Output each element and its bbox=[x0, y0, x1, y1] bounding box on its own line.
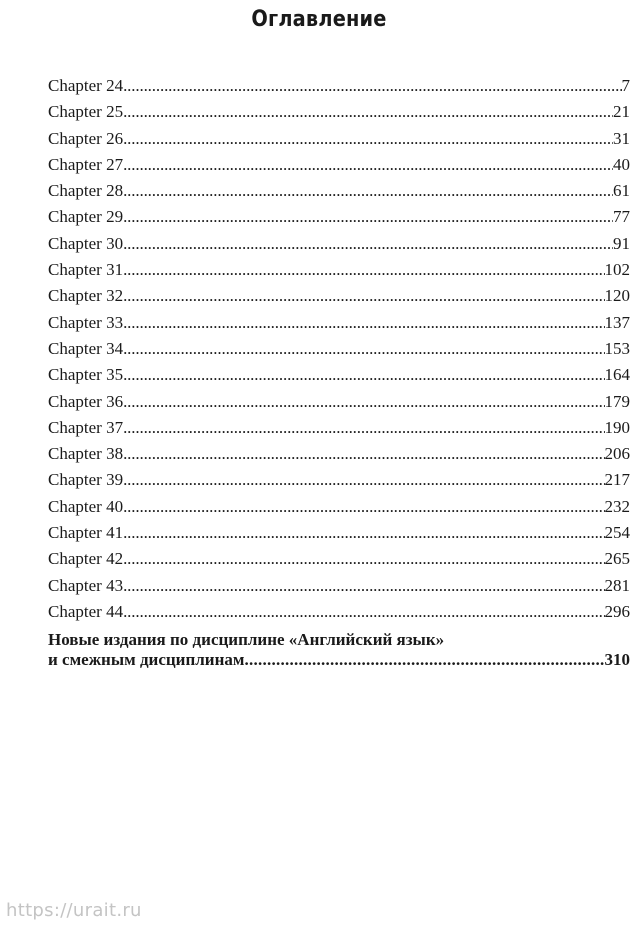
toc-entry-chapter-41[interactable] bbox=[48, 520, 630, 546]
toc-entry-label: Chapter 38 bbox=[48, 444, 124, 464]
toc-entry-label: Chapter 35 bbox=[48, 365, 124, 385]
toc-entry-chapter-37[interactable] bbox=[48, 415, 630, 441]
dot-leader bbox=[123, 415, 604, 441]
toc-entry-page: 296 bbox=[604, 601, 630, 621]
toc-entry-label: Chapter 37 bbox=[48, 417, 124, 437]
dot-leader bbox=[123, 152, 613, 178]
dot-leader bbox=[123, 494, 604, 520]
toc-entry-new-editions[interactable] bbox=[48, 630, 630, 670]
toc-entry-label: Chapter 41 bbox=[48, 523, 124, 543]
toc-entry-page: 190 bbox=[604, 417, 630, 437]
toc-entry-chapter-34[interactable] bbox=[48, 336, 630, 362]
toc-entry-chapter-24[interactable] bbox=[48, 73, 630, 99]
toc-entry-chapter-30[interactable] bbox=[48, 231, 630, 257]
toc-entry-label: Chapter 26 bbox=[48, 128, 124, 148]
toc-entry-chapter-31[interactable] bbox=[48, 257, 630, 283]
toc-entry-chapter-35[interactable] bbox=[48, 362, 630, 388]
toc-entry-chapter-25[interactable] bbox=[48, 99, 630, 125]
toc-entry-page: 153 bbox=[604, 338, 630, 358]
dot-leader bbox=[123, 573, 604, 599]
dot-leader bbox=[123, 362, 604, 388]
toc-entry-chapter-44[interactable] bbox=[48, 599, 630, 625]
toc-entry-label: Chapter 30 bbox=[48, 233, 124, 253]
toc-entry-label: Chapter 34 bbox=[48, 338, 124, 358]
dot-leader bbox=[123, 126, 613, 152]
toc-entry-chapter-27[interactable] bbox=[48, 152, 630, 178]
toc-entry-page: 265 bbox=[604, 549, 630, 569]
dot-leader bbox=[123, 336, 604, 362]
page-title: Оглавление bbox=[251, 7, 387, 32]
dot-leader bbox=[123, 257, 604, 283]
dot-leader bbox=[123, 389, 604, 415]
dot-leader bbox=[123, 520, 604, 546]
table-of-contents bbox=[48, 73, 630, 670]
toc-entry-page: 217 bbox=[604, 470, 630, 490]
toc-entry-label: Chapter 28 bbox=[48, 181, 124, 201]
toc-entry-label: Chapter 27 bbox=[48, 154, 124, 174]
toc-entry-page: 91 bbox=[613, 233, 630, 253]
toc-entry-label: Chapter 44 bbox=[48, 601, 124, 621]
toc-entry-label: Chapter 31 bbox=[48, 260, 124, 280]
toc-entry-chapter-38[interactable] bbox=[48, 441, 630, 467]
dot-leader bbox=[123, 231, 613, 257]
dot-leader bbox=[123, 283, 604, 309]
toc-entry-page: 21 bbox=[613, 102, 630, 122]
toc-entry-page: 102 bbox=[604, 260, 630, 280]
toc-entry-chapter-29[interactable] bbox=[48, 204, 630, 230]
toc-entry-chapter-28[interactable] bbox=[48, 178, 630, 204]
toc-entry-page: 232 bbox=[604, 496, 630, 516]
toc-entry-chapter-33[interactable] bbox=[48, 310, 630, 336]
toc-entry-label: Chapter 39 bbox=[48, 470, 124, 490]
dot-leader bbox=[123, 599, 604, 625]
toc-entry-page: 31 bbox=[613, 128, 630, 148]
toc-entry-label: Chapter 24 bbox=[48, 76, 124, 95]
toc-entry-label-line1: Новые издания по дисциплине «Английский язык» bbox=[48, 630, 445, 650]
footer-url[interactable]: https://urait.ru bbox=[6, 900, 142, 921]
toc-entry-chapter-36[interactable] bbox=[48, 389, 630, 415]
toc-entry-label: Chapter 40 bbox=[48, 496, 124, 516]
toc-entry-page: 179 bbox=[604, 391, 630, 411]
toc-entry-page: 120 bbox=[604, 286, 630, 306]
toc-entry-page: 137 bbox=[604, 312, 630, 332]
toc-entry-label: Chapter 33 bbox=[48, 312, 124, 332]
dot-leader bbox=[123, 178, 613, 204]
toc-entry-chapter-26[interactable] bbox=[48, 126, 630, 152]
toc-entry-label: Chapter 25 bbox=[48, 102, 124, 122]
toc-entry-page: 77 bbox=[613, 207, 630, 227]
dot-leader bbox=[123, 310, 604, 336]
dot-leader bbox=[123, 441, 604, 467]
toc-entry-label: Chapter 43 bbox=[48, 575, 124, 595]
toc-entry-page: 254 bbox=[604, 523, 630, 543]
toc-entry-page: 40 bbox=[613, 154, 630, 174]
toc-entry-chapter-40[interactable] bbox=[48, 494, 630, 520]
toc-entry-chapter-32[interactable] bbox=[48, 283, 630, 309]
toc-entry-chapter-42[interactable] bbox=[48, 546, 630, 572]
toc-entry-page: 310 bbox=[604, 650, 630, 670]
toc-entry-label: Chapter 42 bbox=[48, 549, 124, 569]
dot-leader bbox=[123, 204, 613, 230]
toc-entry-label: Chapter 29 bbox=[48, 207, 124, 227]
toc-entry-page: 7 bbox=[621, 76, 630, 95]
toc-entry-page: 61 bbox=[613, 181, 630, 201]
dot-leader bbox=[123, 99, 613, 125]
dot-leader bbox=[123, 467, 604, 493]
toc-entry-chapter-43[interactable] bbox=[48, 573, 630, 599]
toc-entry-label: Chapter 32 bbox=[48, 286, 124, 306]
dot-leader bbox=[123, 546, 604, 572]
toc-entry-chapter-39[interactable] bbox=[48, 467, 630, 493]
dot-leader bbox=[123, 73, 621, 99]
toc-entry-page: 281 bbox=[604, 575, 630, 595]
toc-entry-page: 206 bbox=[604, 444, 630, 464]
dot-leader bbox=[244, 650, 604, 670]
toc-entry-label: Chapter 36 bbox=[48, 391, 124, 411]
toc-entry-page: 164 bbox=[604, 365, 630, 385]
toc-entry-line2 bbox=[48, 650, 630, 670]
toc-entry-label-line2: и смежным дисциплинам bbox=[48, 650, 245, 670]
